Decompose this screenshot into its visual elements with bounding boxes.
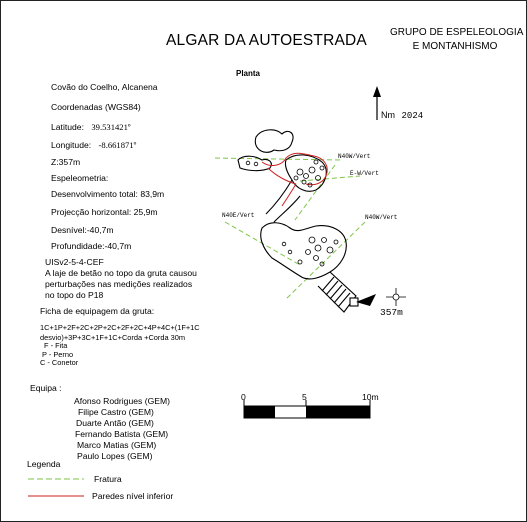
lower-chamber-walls xyxy=(261,223,358,312)
legend-label-lower-walls: Paredes nível inferior xyxy=(92,491,174,501)
note-line-3: no topo do P18 xyxy=(45,290,104,300)
note-line-1: A laje de betão no topo da gruta causou xyxy=(45,268,197,278)
place-name: Covão do Coelho, Alcanena xyxy=(51,82,158,92)
survey-title: ALGAR DA AUTOESTRADA xyxy=(166,32,367,49)
entrance-altitude: 357m xyxy=(380,307,403,318)
boulders-lower xyxy=(282,237,338,266)
entrance-arrow xyxy=(356,288,406,306)
legend-heading: Legenda xyxy=(27,459,61,469)
altitude: Z:357m xyxy=(51,157,81,167)
fracture-lines xyxy=(215,158,365,300)
team-member: Fernando Batista (GEM) xyxy=(75,429,169,439)
team-member: Duarte Antão (GEM) xyxy=(76,418,154,428)
fracture-label-n40w-2: N40W/Vert xyxy=(365,214,398,221)
north-magnetic-label: Nm xyxy=(381,110,395,120)
equipment-heading: Ficha de equipagem da gruta: xyxy=(40,306,155,316)
organization-line-2: E MONTANHISMO xyxy=(412,41,498,52)
organization-line-1: GRUPO DE ESPELEOLOGIA xyxy=(390,27,524,38)
team-heading: Equipa : xyxy=(30,383,62,393)
scale-label-5: 5 xyxy=(302,392,307,402)
latitude-value: 39.531421º xyxy=(91,122,131,132)
north-year: 2024 xyxy=(401,111,424,121)
map-title: Planta xyxy=(236,69,261,78)
elevation-difference: Desnível:-40,7m xyxy=(51,225,114,235)
longitude-value: -8.661871º xyxy=(98,140,137,150)
upper-chamber-walls xyxy=(238,130,326,222)
team-member: Paulo Lopes (GEM) xyxy=(77,451,153,461)
latitude-label: Latitude: xyxy=(51,122,84,132)
legend-f-fita: F - Fita xyxy=(44,341,68,350)
equipment-formula-2: desvio)+3P+3C+1F+1C+Corda +Corda 30m xyxy=(40,333,186,342)
legend-label-fracture: Fratura xyxy=(94,474,122,484)
team-member: Afonso Rodrigues (GEM) xyxy=(74,396,170,406)
north-arrow xyxy=(373,86,381,120)
equipment-formula-1: 1C+1P+2F+2C+2P+2C+2F+2C+4P+4C+(1F+1C xyxy=(40,323,200,332)
scale-bar xyxy=(244,400,370,418)
note-line-2: perturbações nas medições realizados xyxy=(45,279,193,289)
depth: Profundidade:-40,7m xyxy=(51,241,132,251)
cadastre-code: UISv2-5-4-CEF xyxy=(45,257,104,267)
team-member: Filipe Castro (GEM) xyxy=(78,407,154,417)
legend-p-perno: P - Perno xyxy=(42,350,74,359)
total-development: Desenvolvimento total: 83,9m xyxy=(51,189,165,199)
team-member: Marco Matias (GEM) xyxy=(77,440,157,450)
horizontal-projection: Projecção horizontal: 25,9m xyxy=(51,207,158,217)
speleometry-heading: Espeleometria: xyxy=(51,173,109,183)
coordinates-label: Coordenadas (WGS84) xyxy=(51,102,141,112)
legend-c-conetor: C - Conetor xyxy=(40,358,79,367)
fracture-label-n40w: N40W/Vert xyxy=(338,153,371,160)
scale-label-0: 0 xyxy=(241,392,246,402)
fracture-label-ew: E-W/Vert xyxy=(350,170,379,177)
fracture-label-n40e: N40E/Vert xyxy=(222,212,255,219)
scale-label-10: 10m xyxy=(362,392,379,402)
longitude-label: Longitude: xyxy=(51,140,92,150)
